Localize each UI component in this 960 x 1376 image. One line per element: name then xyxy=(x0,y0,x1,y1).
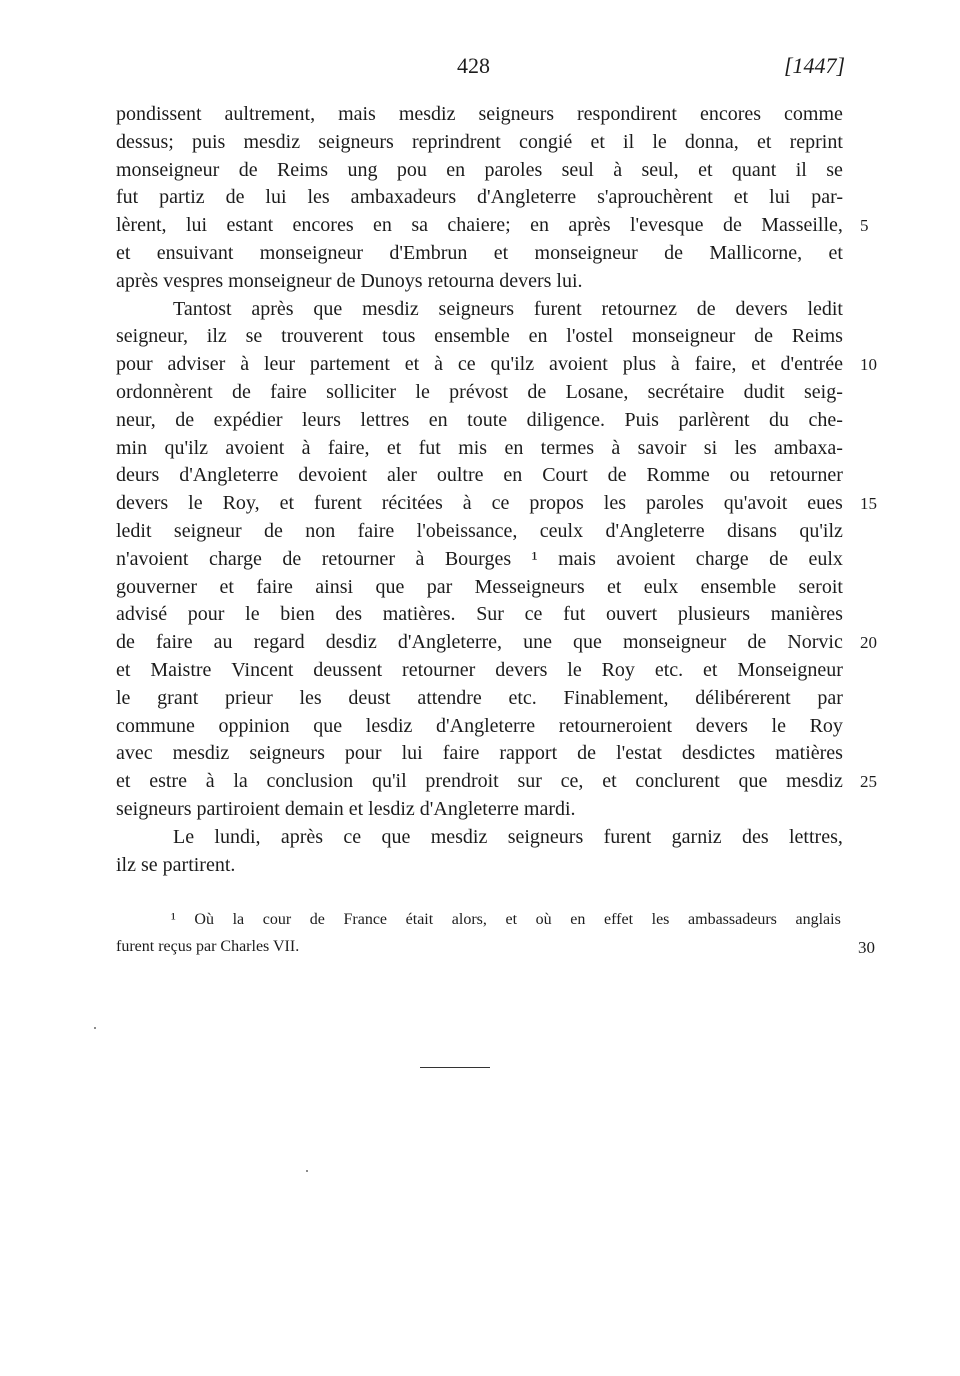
text-line-content: avec mesdiz seigneurs pour lui faire rapport de l'estat desdictes matières xyxy=(116,742,843,765)
text-line-content: seigneur, ilz se trouverent tous ensemble en l'ostel monseigneur de Reims xyxy=(116,325,843,348)
text-line-content: et estre à la conclusion qu'il prendroit sur ce, et conclurent que mesdiz xyxy=(116,770,843,793)
text-line xyxy=(116,129,843,157)
text-line xyxy=(116,796,843,824)
text-line-content: gouverner et faire ainsi que par Messeigneurs et eulx ensemble seroit xyxy=(116,575,843,598)
text-line-content: ilz se partirent. xyxy=(116,853,236,876)
scan-speck xyxy=(306,1170,308,1172)
text-line-content: et ensuivant monseigneur d'Embrun et monseigneur de Mallicorne, et xyxy=(116,241,843,264)
main-text xyxy=(116,101,843,879)
footnote-line-number: 30 xyxy=(858,938,875,957)
scan-speck xyxy=(94,1027,96,1029)
text-line xyxy=(116,212,843,240)
text-line xyxy=(116,601,843,629)
text-line xyxy=(116,933,841,960)
text-line-content: min qu'ilz avoient à faire, et fut mis en termes à savoir si les ambaxa- xyxy=(116,436,843,459)
text-line xyxy=(116,351,843,379)
text-line xyxy=(116,824,843,852)
page-year-heading: [1447] xyxy=(784,53,846,78)
text-line xyxy=(116,574,843,602)
text-line xyxy=(116,462,843,490)
text-line xyxy=(116,852,843,880)
text-line-content: ordonnèrent de faire solliciter le prévost de Losane, secrétaire dudit seig- xyxy=(116,380,843,403)
margin-line-number: 5 xyxy=(860,216,869,236)
text-line xyxy=(116,546,843,574)
text-line-content: Tantost après que mesdiz seigneurs furent retournez de devers ledit xyxy=(173,297,843,320)
margin-line-number: 15 xyxy=(860,494,877,514)
text-line-content: neur, de expédier leurs lettres en toute diligence. Puis parlèrent du che- xyxy=(116,408,843,431)
text-line xyxy=(116,713,843,741)
text-line-content: ¹ Où la cour de France était alors, et où en effet les ambassadeurs anglais xyxy=(171,911,841,928)
text-line xyxy=(116,101,843,129)
text-line-content: pondissent aultrement, mais mesdiz seigneurs respondirent encores comme xyxy=(116,103,843,125)
text-line xyxy=(116,740,843,768)
text-line-content: commune oppinion que lesdiz d'Angleterre retourneroient devers le Roy xyxy=(116,714,843,737)
text-line xyxy=(116,157,843,185)
text-line-content: seigneurs partiroient demain et lesdiz d'Angleterre mardi. xyxy=(116,797,576,820)
text-line xyxy=(116,323,843,351)
text-line-content: dessus; puis mesdiz seigneurs reprindrent congié et il le donna, et reprint xyxy=(116,130,843,153)
text-line xyxy=(116,490,843,518)
footnote xyxy=(116,906,841,960)
text-line-content: et Maistre Vincent deussent retourner devers le Roy etc. et Monseigneur xyxy=(116,658,843,681)
text-line-content: de faire au regard desdiz d'Angleterre, une que monseigneur de Norvic xyxy=(116,631,843,654)
text-line-content: deurs d'Angleterre devoient aler oultre en Court de Romme ou retourner xyxy=(116,464,843,487)
text-line-content: pour adviser à leur partement et à ce qu'ilz avoient plus à faire, et d'entrée xyxy=(116,353,843,376)
margin-line-number: 20 xyxy=(860,633,877,653)
text-line xyxy=(116,435,843,463)
text-line-content: monseigneur de Reims ung pou en paroles seul à seul, et quant il se xyxy=(116,158,843,181)
text-line xyxy=(116,407,843,435)
text-line-content: n'avoient charge de retourner à Bourges ¹ mais avoient charge de eulx xyxy=(116,547,843,570)
text-line-content: ledit seigneur de non faire l'obeissance, ceulx d'Angleterre disans qu'ilz xyxy=(116,519,843,542)
text-line-content: Le lundi, après ce que mesdiz seigneurs furent garniz des lettres, xyxy=(173,825,843,848)
page-number: 428 xyxy=(457,53,490,78)
text-line xyxy=(116,296,843,324)
text-line-content: lèrent, lui estant encores en sa chaiere; en après l'evesque de Masseille, xyxy=(116,214,843,237)
text-line-content: après vespres monseigneur de Dunoys retourna devers lui. xyxy=(116,269,583,292)
text-line xyxy=(116,906,841,933)
text-line-content: fut partiz de lui les ambaxadeurs d'Angleterre s'aprouchèrent et lui par- xyxy=(116,186,843,209)
text-line xyxy=(116,657,843,685)
text-line-content: advisé pour le bien des matières. Sur ce fut ouvert plusieurs manières xyxy=(116,603,843,626)
text-line xyxy=(116,518,843,546)
text-line xyxy=(116,768,843,796)
text-line xyxy=(116,184,843,212)
text-line-content: furent reçus par Charles VII. xyxy=(116,938,300,955)
text-line xyxy=(116,629,843,657)
text-line xyxy=(116,685,843,713)
text-line xyxy=(116,268,843,296)
margin-line-number: 25 xyxy=(860,772,877,792)
text-line-content: devers le Roy, et furent récitées à ce propos les paroles qu'avoit eues xyxy=(116,492,843,515)
end-rule xyxy=(420,1067,490,1068)
text-line xyxy=(116,240,843,268)
text-line xyxy=(116,379,843,407)
text-line-content: le grant prieur les deust attendre etc. Finablement, délibérerent par xyxy=(116,686,843,709)
margin-line-number: 10 xyxy=(860,355,877,375)
